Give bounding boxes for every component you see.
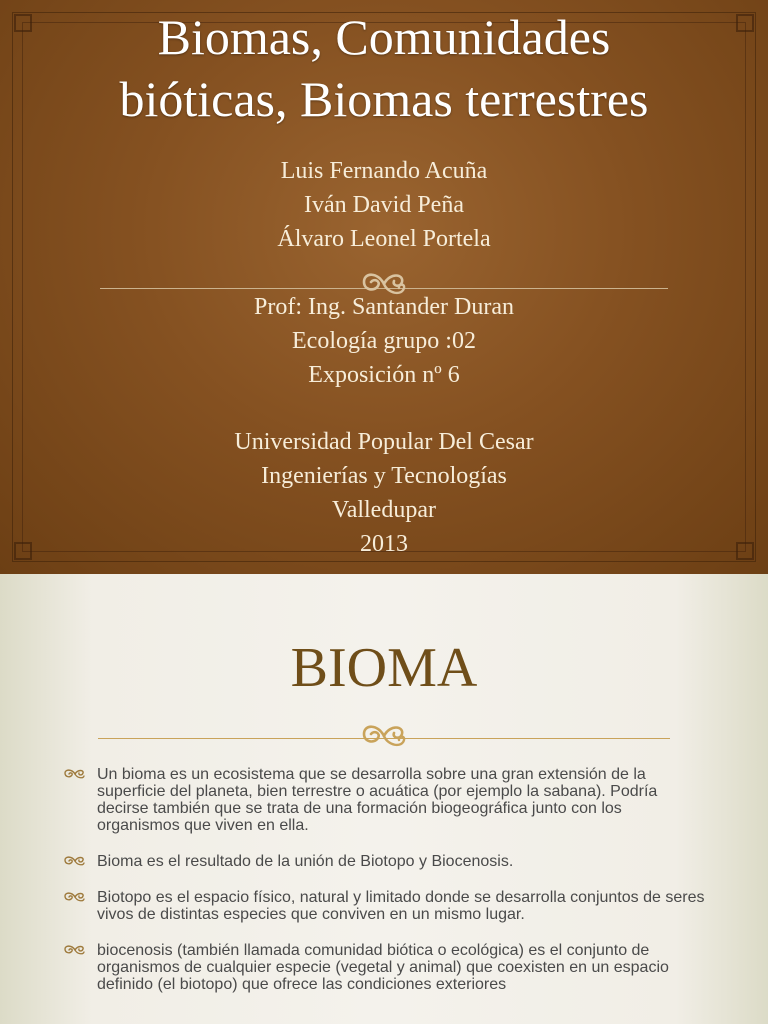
professor-line: Prof: Ing. Santander Duran (254, 294, 514, 320)
flourish-ornament-icon (354, 718, 414, 754)
flourish-bullet-icon (62, 854, 88, 868)
flourish-bullet-icon (62, 767, 88, 781)
group-line: Ecología grupo :02 (292, 328, 476, 354)
faculty-name: Ingenierías y Tecnologías (261, 463, 507, 489)
list-item (62, 889, 708, 923)
slide-title: BIOMA (290, 637, 478, 699)
author-name: Iván David Peña (304, 192, 464, 218)
content-slide (0, 574, 768, 1024)
bullet-list (62, 766, 708, 1012)
flourish-bullet-icon (62, 943, 88, 957)
bullet-text: Bioma es el resultado de la unión de Biotopo y Biocenosis. (97, 853, 514, 870)
list-item (62, 853, 708, 870)
bullet-text: Biotopo es el espacio físico, natural y limitado donde se desarrolla conjuntos de seres vivos de distintas especies que conviven en un mismo lugar. (97, 889, 705, 923)
author-name: Álvaro Leonel Portela (277, 226, 491, 252)
bullet-text: biocenosis (también llamada comunidad biótica o ecológica) es el conjunto de organismos de cualquier especie (vegetal y animal) que coexisten en un espacio definido (el biotopo) que ofrece las condiciones exteriores (97, 942, 669, 993)
slide-title-line-1: Biomas, Comunidades (157, 9, 611, 65)
slide-title-line-2: bióticas, Biomas terrestres (119, 71, 649, 127)
list-item (62, 766, 708, 834)
author-name: Luis Fernando Acuña (280, 158, 488, 184)
institution-info (0, 425, 768, 561)
bullet-text: Un bioma es un ecosistema que se desarrolla sobre una gran extensión de la superficie del planeta, bien terrestre o acuática (por ejemplo la sabana). Podría decirse también que se trata de una formación biogeográfica junto con los organismos que viven en ella. (97, 766, 658, 834)
university-name: Universidad Popular Del Cesar (234, 429, 534, 455)
flourish-bullet-icon (62, 890, 88, 904)
exposition-line: Exposición nº 6 (308, 362, 460, 388)
city-name: Valledupar (332, 497, 436, 523)
course-info (0, 290, 768, 392)
list-item (62, 942, 708, 993)
authors-list (0, 154, 768, 256)
year: 2013 (360, 531, 408, 557)
slide-title (20, 6, 748, 130)
